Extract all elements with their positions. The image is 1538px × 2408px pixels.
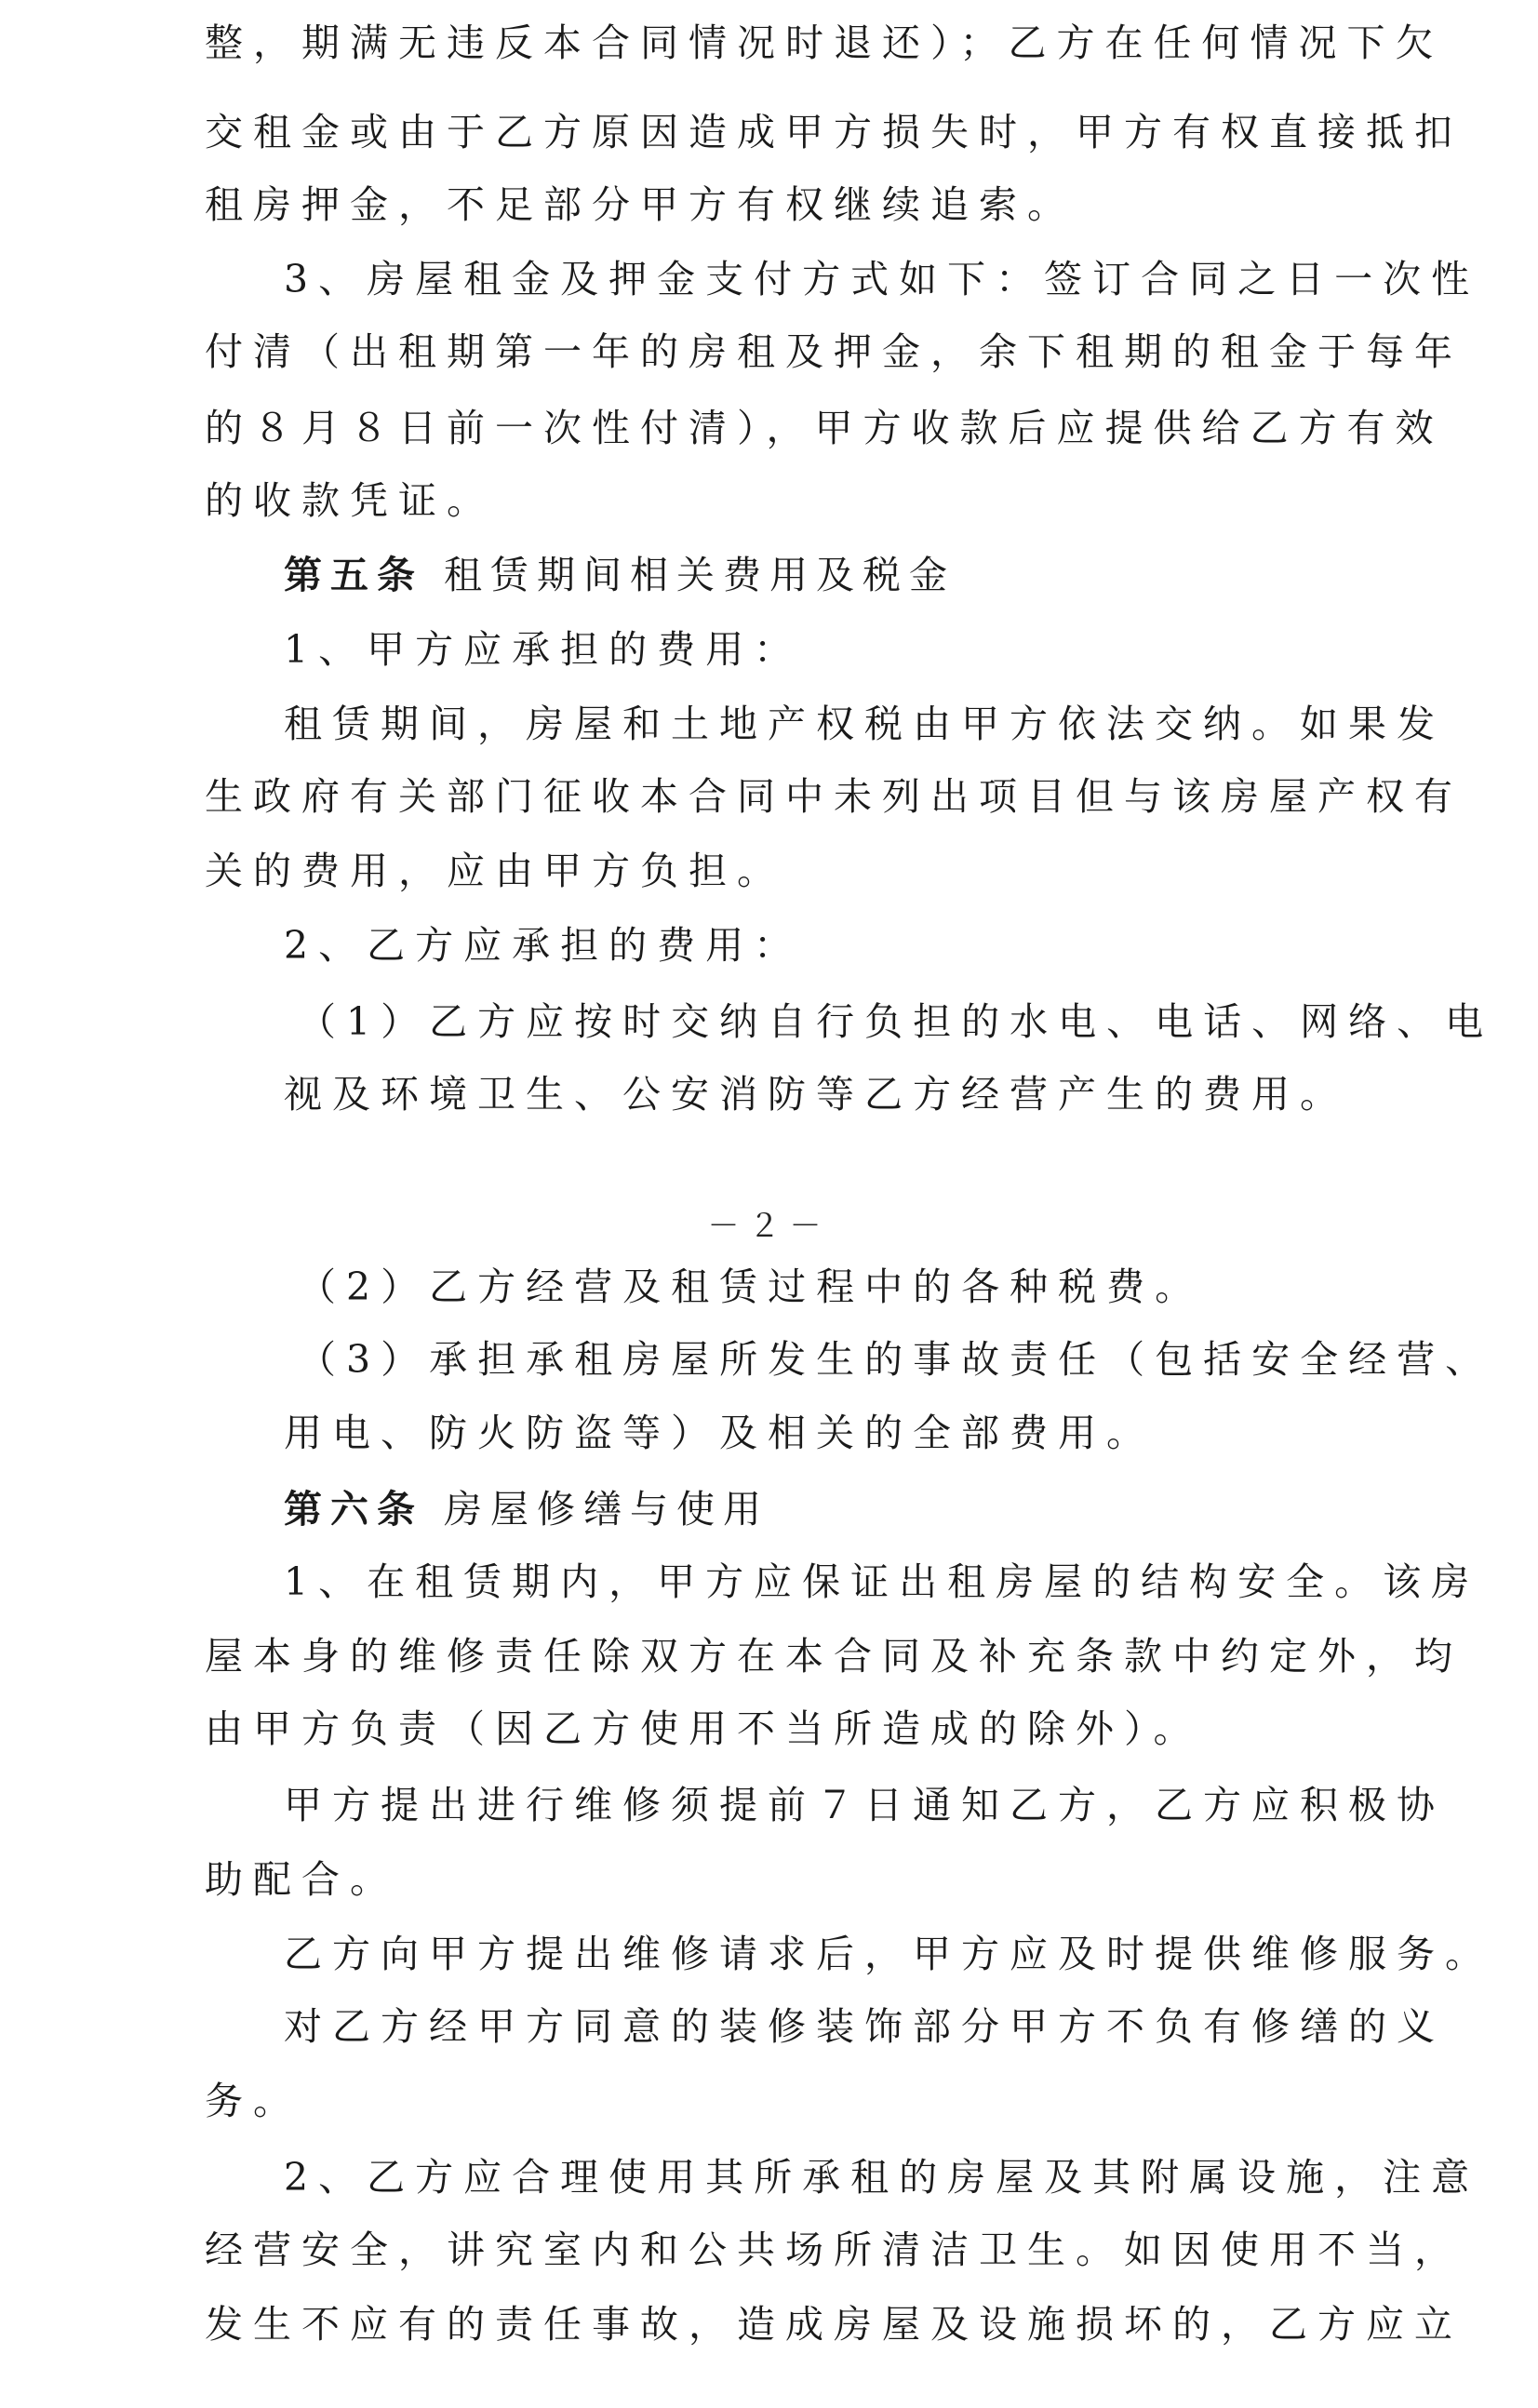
text-line: 租赁期间，房屋和土地产权税由甲方依法交纳。如果发 [284, 702, 1445, 746]
page-number: －２－ [707, 1208, 831, 1245]
text-line: 租房押金，不足部分甲方有权继续追索。 [205, 182, 1076, 227]
text-line: 整，期满无违反本合同情况时退还）；乙方在任何情况下欠 [205, 20, 1444, 65]
text-line: 的收款凭证。 [205, 478, 495, 523]
text-line: 付清（出租期第一年的房租及押金，余下租期的租金于每年 [205, 329, 1463, 374]
text-line: 务。 [205, 2079, 301, 2123]
text-line: 屋本身的维修责任除双方在本合同及补充条款中约定外，均 [205, 1634, 1463, 1679]
text-line: 1、甲方应承担的费用： [284, 627, 803, 672]
text-line: 发生不应有的责任事故，造成房屋及设施损坏的，乙方应立 [205, 2302, 1463, 2347]
text-line: 由甲方负责（因乙方使用不当所造成的除外）。 [205, 1706, 1202, 1751]
text-line: 乙方向甲方提出维修请求后，甲方应及时提供维修服务。 [284, 1932, 1493, 1976]
section-heading-5 [284, 549, 956, 601]
text-line: 的８月８日前一次性付清），甲方收款后应提供给乙方有效 [205, 406, 1444, 450]
article-number-6: 第六条 [284, 1487, 423, 1532]
text-line: 助配合。 [205, 1857, 398, 1902]
text-line: 2、乙方应承担的费用： [284, 923, 803, 968]
text-line: 1、在租赁期内，甲方应保证出租房屋的结构安全。该房 [284, 1559, 1480, 1604]
text-line: （2）乙方经营及租赁过程中的各种税费。 [298, 1264, 1204, 1309]
article-number-5: 第五条 [284, 553, 423, 597]
text-line: 用电、防火防盗等）及相关的全部费用。 [284, 1411, 1155, 1455]
article-title-5: 租赁期间相关费用及税金 [444, 553, 956, 597]
article-title-6: 房屋修缮与使用 [444, 1487, 770, 1532]
text-line: 经营安全，讲究室内和公共场所清洁卫生。如因使用不当， [205, 2227, 1463, 2272]
text-line: 关的费用，应由甲方负担。 [205, 849, 785, 893]
text-line: 甲方提出进行维修须提前７日通知乙方，乙方应积极协 [284, 1783, 1445, 1827]
text-line: 视及环境卫生、公安消防等乙方经营产生的费用。 [284, 1072, 1348, 1117]
section-heading-6 [284, 1483, 769, 1535]
text-line: 3、房屋租金及押金支付方式如下：签订合同之日一次性 [284, 257, 1480, 301]
text-line: 2、乙方应合理使用其所承租的房屋及其附属设施，注意 [284, 2155, 1480, 2200]
text-line: 交租金或由于乙方原因造成甲方损失时，甲方有权直接抵扣 [205, 110, 1463, 154]
cut-off-bottom-line [205, 2356, 1321, 2408]
text-line: 对乙方经甲方同意的装修装饰部分甲方不负有修缮的义 [284, 2004, 1445, 2049]
text-line: （1）乙方应按时交纳自行负担的水电、电话、网络、电 [298, 999, 1494, 1044]
text-line: （3）承担承租房屋所发生的事故责任（包括安全经营、 [298, 1337, 1494, 1382]
text-line: 生政府有关部门征收本合同中未列出项目但与该房屋产权有 [205, 774, 1463, 819]
